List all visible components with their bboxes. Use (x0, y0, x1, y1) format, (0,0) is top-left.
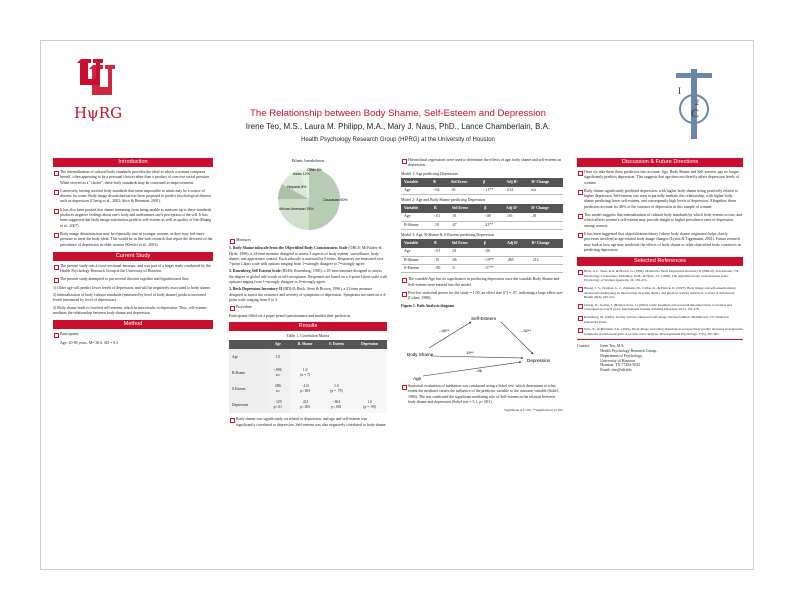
references-heading: Selected References (577, 257, 743, 266)
pie-chart (229, 163, 387, 237)
contact-lines (600, 344, 657, 373)
regression-header: R² Change (528, 178, 563, 187)
intro-bullet: Conversely, having societal body standards that seem impossible to attain may be a source of distress for some. Body image dissatisfaction has been proposed to predict psychological distress such as depression (Cherig et al., 2002; Stice & Bearman, 2001). (53, 189, 213, 205)
regression-cell: .012 (503, 187, 528, 195)
corr-cell (290, 349, 321, 365)
regression-header: B (431, 204, 449, 213)
regression-table (401, 204, 563, 230)
regression-bullet: Post-hoc statistical power for the study = 1.00, an effect size (f²) = .87, indicating a large effect size (Cohen, 1988). (401, 291, 563, 302)
contact-block (577, 344, 743, 373)
reference-item: Stice, E., & Bearman, S.K. (2001). Body-image and eating disturbances prospectively predict increases in depressive symptoms in adolescent girls: A growth curve analysis. Developmental Psychology, 37(5), 597-607. (577, 327, 743, 336)
regression-cell: .191 (503, 213, 528, 221)
regression-row (401, 221, 563, 229)
regression-cell: -.02 (430, 187, 448, 195)
svg-text:I: I (678, 86, 681, 96)
results-bullet: Body shame was significantly correlated to depression, and age and self-esteem was significantly correlated to depression. Self-esteem was also negatively correlated to body shame. (229, 417, 387, 428)
regression-table (401, 178, 563, 195)
regression-cell: .212 (529, 256, 563, 264)
corr-cell: 1.0 (p = .79) (321, 381, 353, 397)
corr-cell: -.129 p<.01 (266, 397, 290, 413)
contact-line: Irene Teo, M.S. (600, 344, 625, 349)
regression-header: Variable (401, 239, 431, 248)
regression-bullet: The variable Age lost its significance in predicting depression once the variable Body Shame and Self-esteem were entered into the model. (401, 277, 563, 288)
corr-cell: 1.0 (n = 7) (290, 365, 321, 381)
svg-text:C: C (691, 106, 700, 120)
regression-cell: .19 (431, 221, 449, 229)
corr-header (229, 340, 266, 349)
corr-row-label: B.Shame (229, 365, 266, 381)
column-3 (401, 158, 563, 414)
regression-cell: -.06 (481, 248, 504, 256)
regression-cell: B-Shame (401, 221, 431, 229)
regression-cell: .0 (449, 264, 481, 272)
regression-cell: .01 (448, 187, 480, 195)
model-title: Model 3: Age, B-Shame & S-Esteem predicting Depression (401, 233, 494, 238)
regression-cell: Age (401, 187, 430, 195)
corr-row-label: Age (229, 349, 266, 365)
hprg-text: HψRG (73, 104, 123, 122)
corr-header: Age (266, 340, 290, 349)
model-title: Model 1: Age predicting Depression (401, 171, 458, 176)
corr-cell: -.412 p<.001 (290, 381, 321, 397)
path-arrow (501, 322, 533, 354)
regression-row (401, 187, 563, 195)
regression-cell: Age (401, 213, 431, 221)
pie-label: Asian 12% (293, 172, 310, 177)
pie-label: Hispanic 8% (287, 185, 307, 190)
corr-row (229, 381, 387, 397)
results-heading: Results (229, 322, 387, 331)
reference-item: Cherig, D., Gerber, J. (Benitez-Sosa, J.) (2002). Girls' treatment and recurrent disordered fear. Correlates and consequences over 8 years. International Journal of Eating Disorders 31(2), 133-178. (577, 303, 743, 312)
hprg-logo (63, 55, 133, 121)
column-2 (229, 158, 387, 431)
path-arrow (423, 362, 521, 376)
regression-table (401, 239, 563, 273)
regression-cell: B-Shame (401, 256, 431, 264)
corr-header: B. Shame (290, 340, 321, 349)
coef: -.52** (521, 327, 532, 333)
column-1 (53, 158, 213, 348)
regression-header: Adj R² (503, 178, 528, 187)
path-diagram (401, 310, 563, 382)
study-bullet: The present study was a cross-sectional measure, and was part of a larger study conducted by the Health Psychology Research Group at the University of Houston. (53, 264, 213, 275)
regression-cell: -.01 (431, 248, 449, 256)
regression-cell: .07 (449, 221, 482, 229)
regression-header: Adj R² (504, 239, 529, 248)
regression-cell: -.01 (431, 213, 449, 221)
reference-item: Huang, J. S., Norman, G. J., Zabinski, M., Calfas, K., & Patrick, K. (2007). Body image and self-esteem among adolescents undergoing an intervention targeting dietary and physical activity behaviors. Journal of Adolescent Health 40(3), 245-251. (577, 286, 743, 300)
regression-cell (504, 248, 529, 256)
ethnic-chart-title: Ethnic breakdown (291, 158, 325, 163)
node-depression: Depression (527, 357, 551, 363)
uh-logo-icon (63, 55, 133, 101)
regression-header: Std Error (448, 178, 480, 187)
node-age: Age (413, 375, 422, 381)
regression-cell: -.57** (481, 264, 504, 272)
regression-header: B (430, 178, 448, 187)
introduction-heading: Introduction (53, 158, 213, 167)
regression-header: R² Change (529, 239, 563, 248)
column-4 (577, 158, 743, 373)
corr-cell (321, 349, 353, 365)
regression-cell (529, 248, 563, 256)
regression-bullet: Hierarchical regressions were used to determine the effects of age, body shame and self-esteem on depression: (401, 158, 563, 169)
poster-title: The Relationship between Body Shame, Self-Esteem and Depression (250, 108, 546, 119)
regression-cell: .10 (431, 256, 449, 264)
corr-row-label: S.Esteem (229, 381, 266, 397)
procedure-text: Participants filled out a paper-pencil questionnaire and mailed their packets in. (229, 313, 352, 318)
study-bullet: The present study attempted to put several theories together and hypothesized that: (53, 277, 213, 282)
corr-cell: -.604 p<.001 (321, 397, 353, 413)
pie-slice (278, 199, 309, 230)
procedure-bullet: Procedure (229, 305, 387, 310)
corr-cell: .412 p<.001 (290, 397, 321, 413)
model-title: Model 2: Age and Body Shame predicting Depression (401, 198, 486, 203)
regression-cell: S-Esteem (401, 264, 431, 272)
regression-cell: .01 (449, 213, 482, 221)
reference-item: Rosenberg, M. (1965). Society and the adolescent self-image. Revised edition. Middletown, CT: Wesleyan University Press. (577, 315, 743, 324)
contact-line: Houston, TX 77204-5022 (600, 363, 641, 368)
corr-cell (352, 381, 387, 397)
sobel-bullet: Statistical evaluation of mediation was conducted using a Sobel test, which determines to what extent the mediator carries the influence of the predictor variable to the outcome variable (Sobel, 1982). The test confirmed the significant mediating role of Self-esteem in the relation between body shame and depression (Sobel test = 5.1, p<.001). (401, 384, 563, 405)
table1-title: Table 1. Correlation Matrix (286, 333, 330, 338)
regression-cell: -.19** (481, 256, 504, 264)
corr-cell: -.096 n.s (266, 365, 290, 381)
corr-header: S. Esteem (321, 340, 353, 349)
regression-header: β (481, 204, 503, 213)
path-arrow (431, 356, 523, 358)
regression-models (401, 172, 563, 274)
regression-cell (529, 264, 563, 272)
regression-row (401, 264, 563, 272)
correlation-table (229, 340, 387, 413)
regression-cell: -.08 (481, 213, 503, 221)
references-list (577, 269, 743, 336)
regression-row (401, 213, 563, 221)
regression-cell: .06 (449, 256, 481, 264)
regression-cell: -.80 (431, 264, 449, 272)
intro-bullet: Body image dissatisfaction may be especially true in younger women, as they may feel more pressure to meet the body ideal. This would be in line with research that report the decrease of the prevalence of depression in older women (Kessler et al., 2003). (53, 232, 213, 248)
measure-item: 3. Beck Depression Inventory-II (BDI-II; Beck, Steer & Brown, 1996), a 21-item measure designed to assess the existence and severity of symptoms of depression. Symptoms are rated on a 4-point scale ranging from 0 to 3. (229, 287, 387, 302)
contact-line: Health Psychology Research Group, (600, 349, 657, 354)
contact-line: University of Houston (600, 358, 635, 363)
svg-text:2: 2 (695, 98, 699, 107)
contact-line: Department of Psychology, (600, 353, 643, 358)
current-study-heading: Current Study (53, 252, 213, 261)
corr-row (229, 349, 387, 365)
corr-cell (352, 349, 387, 365)
regression-cell (528, 221, 563, 229)
corr-cell: 1.0 (266, 349, 290, 365)
regression-header: Std Error (449, 204, 482, 213)
corr-header: Depression (352, 340, 387, 349)
coef: .19** (465, 349, 474, 355)
coef: -.45** (439, 327, 450, 333)
regression-cell (504, 264, 529, 272)
path-title: Figure 1. Path Analysis diagram (401, 304, 455, 309)
corr-cell: 1.0 (p = .90) (352, 397, 387, 413)
coef: -.06 (475, 367, 482, 373)
regression-cell: .01 (449, 248, 481, 256)
regression-cell: Age (401, 248, 431, 256)
discussion-heading: Discussion & Future Directions (577, 158, 743, 167)
corr-row (229, 397, 387, 413)
intro-bullet: The internalization of cultural body standards provides the ideal to which a woman compares herself, often appearing to be a personal choice rather than a product of coercive social pressure. When viewed as a "choice", these body standards may be construed as empowerment. (53, 170, 213, 186)
corr-row-label: Depression (229, 397, 266, 413)
affiliation: Health Psychology Research Group (HPRG) at the University of Houston (301, 137, 495, 143)
i2c-logo-icon (674, 69, 714, 139)
pie-label: African American 25% (279, 207, 314, 212)
measures-bullet: Measures (229, 238, 387, 243)
corr-cell (352, 365, 387, 381)
regression-header: Variable (401, 178, 430, 187)
regression-row (401, 248, 563, 256)
reference-item: Beck, A.T., Steer, R.A. & Brown, G. (1996). Manual for Beck Depression Inventory II (BDI-II). San Antonio, TX: Psychology Corporation. McKinley, N.M., & Hyde, J.S. (1996). The objectified body consciousness scale. Psychology of Women Quarterly, 20, 181-215. (577, 269, 743, 283)
node-body-shame: Body Shame (407, 351, 434, 357)
regression-cell: -.11** (480, 187, 503, 195)
regression-header: B (431, 239, 449, 248)
regression-cell (503, 221, 528, 229)
discussion-bullet: It has been suggested that objectification theory (where body shame originates) helps clarify processes involved in age-related body image changes (Lynch & Tiggemann, 2001). Future research may look at how age may moderate the effects of body shame or other objectified body constructs in predicting depression. (577, 232, 743, 253)
corr-row (229, 365, 387, 381)
discussion-bullet: Body shame significantly predicted depression, with higher body shame being positively related to higher depression. Self-esteem was seen to partially mediate this relationship, with higher body shame predicting lower self-esteem, and consequently high levels of depression. Altogether, these predictors account for 46% of the variance of depression in this sample of women. (577, 189, 743, 210)
corr-cell (321, 365, 353, 381)
participants-text: Age: 20-80 years, M= 50.6, SD = 9.3 (60, 340, 119, 345)
authors: Irene Teo, M.S., Laura M. Philipp, M.A., Mary J. Naus, PhD., Lance Chamberlain, B.A. (245, 122, 551, 131)
significance-note: *significant at p<.05, **significant at p<.001 (503, 408, 563, 413)
discussion-bullet: This model suggests that internalization of cultural body standards by which body esteem occurs, and which affects women's self-esteem may provide insight to higher prevalence rates of depression among women. (577, 213, 743, 229)
regression-header: R² Change (528, 204, 563, 213)
lab-logo (674, 69, 714, 139)
path-arrow (429, 322, 471, 348)
regression-cell: .41** (481, 221, 503, 229)
regression-cell: n/a (528, 187, 563, 195)
contact-label: Contact: (577, 344, 591, 349)
hypothesis: 2) Internalization of body cultural standards (measured by level of body shame) predicts increased levels (measured by level of depression). (53, 293, 207, 303)
method-bullet: Participants (53, 332, 213, 337)
regression-cell: .18 (528, 213, 563, 221)
intro-bullet: It has also been posited that shame stemming from being unable to measure up to these standards produces negative feelings about one's body and undermines one's perception of the self. It has been suggested that body image satisfaction predicts self-esteem as well as quality of life (Huang et al., 2007). (53, 208, 213, 229)
regression-row (401, 256, 563, 264)
measure-item: 1. Body Shame subscale from the Objectified Body Consciousness Scale (OBCS; McKinley & Hyde, 1996), a 24-item measure designed to assess 3 aspects of body esteem: surveillance, body shame, and appearance control. Each subscale is assessed by 8 items. Responses are measured on a 7-point Likert scale with options ranging from 1=strongly disagree to 7=strongly agree. (229, 246, 384, 267)
regression-header: Variable (401, 204, 431, 213)
discussion-bullet: Once we take these three predictors into account: Age, Body Shame and Self-esteem, age no longer significantly predicts depression. This suggests that age does not directly affect depression levels of women. (577, 170, 743, 186)
poster (40, 40, 754, 570)
node-self-esteem: Self-Esteem (471, 315, 497, 321)
contact-email[interactable]: Email: iteo@uh.edu (600, 368, 632, 373)
regression-header: β (481, 239, 504, 248)
pie-label: Other 5% (307, 168, 322, 173)
method-heading: Method (53, 320, 213, 329)
regression-header: β (480, 178, 503, 187)
ethnic-chart (229, 158, 387, 238)
pie-label: Caucasian 50% (323, 198, 348, 203)
hypothesis: 3) Body shame leads to lowered self-esteem, which in turn results in depression. Thus, self-esteem mediates the relationship between body shame and depression. (53, 305, 207, 315)
regression-header: Adj R² (503, 204, 528, 213)
regression-header: Std Error (449, 239, 481, 248)
regression-cell: .465 (504, 256, 529, 264)
measure-item: 2. Rosenberg Self Esteem Scale (RSES; Rosenberg, 1965), a 10-item measure designed to assess the degree of global self-worth or self-acceptance. Responses are based on a 4-point Likert scale with options ranging from 1=strongly disagree to 4=strongly agree. (229, 269, 387, 285)
corr-cell: .086 n.s (266, 381, 290, 397)
hypothesis: 1) Older age will predict lower levels of depression, and will be negatively associated to body shame. (53, 285, 211, 290)
